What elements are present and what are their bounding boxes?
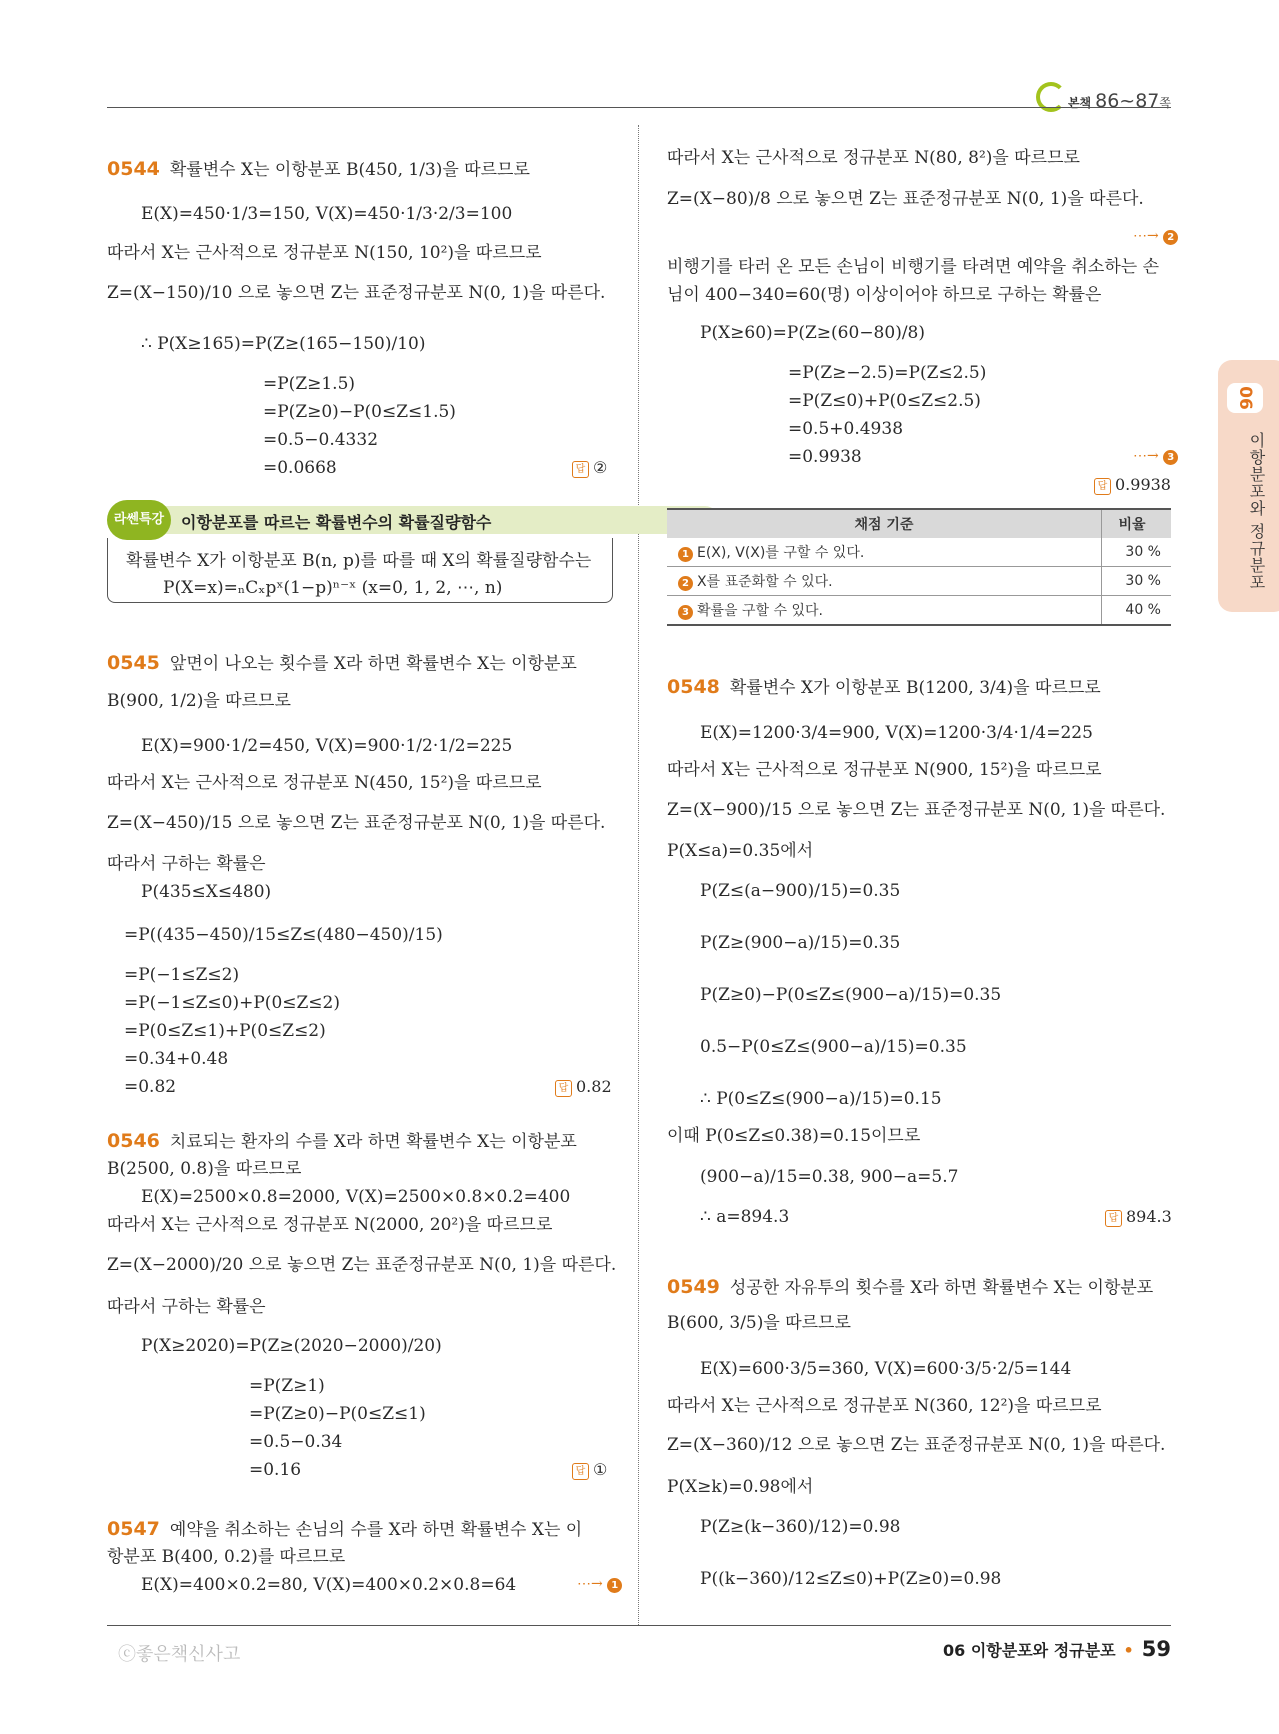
text-line: 따라서 X는 근사적으로 정규분포 N(450, 15²)을 따르므로 [107, 773, 542, 793]
problem-number-0545: 0545 [107, 652, 160, 674]
answer-box-icon: 답 [1105, 1210, 1122, 1227]
text-line: =0.9938 [788, 447, 862, 467]
text-line: =0.5−0.34 [249, 1432, 343, 1452]
answer-value: 0.82 [576, 1077, 612, 1096]
text-line: 확률변수 X는 이항분포 B(450, 1/3)을 따르므로 [169, 160, 530, 180]
problem-number-0546: 0546 [107, 1130, 160, 1152]
problem-0548-line [667, 676, 1101, 699]
text-line: =0.5+0.4938 [788, 419, 904, 439]
answer-0544 [572, 458, 607, 478]
answer-value: ① [593, 1460, 608, 1479]
text-line: (900−a)/15=0.38, 900−a=5.7 [700, 1167, 959, 1187]
text-line: =P(0≤Z≤1)+P(0≤Z≤2) [124, 1021, 326, 1041]
ratio-header: 비율 [1102, 509, 1172, 538]
text-line: =P(−1≤Z≤0)+P(0≤Z≤2) [124, 993, 341, 1013]
text-line: B(900, 1/2)을 따르므로 [107, 691, 291, 711]
answer-value: 0.9938 [1115, 475, 1171, 494]
text-line: P((k−360)/12≤Z≤0)+P(Z≥0)=0.98 [700, 1569, 1002, 1589]
text-line: E(X)=2500×0.8=2000, V(X)=2500×0.8×0.2=400 [141, 1187, 571, 1207]
step-marker-2 [1133, 228, 1178, 245]
step-marker-3 [1133, 448, 1178, 465]
text-line: 성공한 자유투의 횟수를 X라 하면 확률변수 X는 이항분포 [729, 1278, 1154, 1298]
answer-box-icon: 답 [572, 1463, 589, 1480]
text-line: =P((435−450)/15≤Z≤(480−450)/15) [124, 925, 443, 945]
note-title: 이항분포를 따르는 확률변수의 확률질량함수 [181, 513, 492, 532]
text-line: =P(Z≤0)+P(0≤Z≤2.5) [788, 391, 981, 411]
text-line: =P(−1≤Z≤2) [124, 965, 240, 985]
text-line: ∴ a=894.3 [700, 1207, 790, 1227]
text-line: 님이 400−340=60(명) 이상이어야 하므로 구하는 확률은 [667, 285, 1102, 305]
page-footer [943, 1637, 1171, 1661]
text-line: B(2500, 0.8)을 따르므로 [107, 1159, 302, 1179]
step-number: 3 [1163, 450, 1178, 465]
problem-0549-line [667, 1276, 1153, 1299]
problem-0544-line [107, 158, 530, 181]
criteria-number: 1 [678, 547, 693, 562]
answer-0548 [1105, 1207, 1172, 1227]
note-badge: 라쎈특강 [107, 500, 171, 540]
text-line: 비행기를 타러 온 모든 손님이 비행기를 타려면 예약을 취소하는 손 [667, 257, 1160, 277]
text-line: P(Z≥(k−360)/12)=0.98 [700, 1517, 901, 1537]
text-line: 0.5−P(0≤Z≤(900−a)/15)=0.35 [700, 1037, 967, 1057]
text-line: 앞면이 나오는 횟수를 X라 하면 확률변수 X는 이항분포 [169, 654, 577, 674]
book-label: 본책 [1067, 96, 1092, 110]
text-line: =0.34+0.48 [124, 1049, 229, 1069]
text-line: Z=(X−900)/15 으로 놓으면 Z는 표준정규분포 N(0, 1)을 따른다. [667, 800, 1166, 820]
text-line: P(Z≥(900−a)/15)=0.35 [700, 933, 901, 953]
grading-header-row [667, 509, 1171, 538]
problem-0547-line [107, 1518, 582, 1541]
criteria-cell [667, 538, 1102, 567]
text-line: Z=(X−360)/12 으로 놓으면 Z는 표준정규분포 N(0, 1)을 따른다. [667, 1435, 1166, 1455]
step-number: 1 [607, 1578, 622, 1593]
page-range: 86~87 [1095, 90, 1160, 112]
answer-value: 894.3 [1126, 1207, 1172, 1226]
grading-row [667, 596, 1171, 626]
criteria-number: 3 [678, 605, 693, 620]
text-line: =0.16 [249, 1460, 302, 1480]
answer-box-icon: 답 [555, 1080, 572, 1097]
problem-number-0544: 0544 [107, 158, 160, 180]
text-line: =0.82 [124, 1077, 177, 1097]
text-line: 따라서 구하는 확률은 [107, 1297, 266, 1317]
text-line: E(X)=400×0.2=80, V(X)=400×0.2×0.8=64 [141, 1575, 517, 1595]
header-rule [107, 107, 1171, 108]
text-line: P(X≥2020)=P(Z≥(2020−2000)/20) [141, 1336, 442, 1356]
grading-row [667, 538, 1171, 567]
copyright: ⓒ좋은책신사고 [118, 1644, 241, 1665]
page-suffix: 쪽 [1159, 96, 1171, 110]
text-line: =P(Z≥1) [249, 1376, 325, 1396]
step-marker-1 [577, 1576, 622, 1593]
text-line: 따라서 X는 근사적으로 정규분포 N(2000, 20²)을 따르므로 [107, 1215, 553, 1235]
text-line: =P(Z≥−2.5)=P(Z≤2.5) [788, 363, 987, 383]
criteria-text: 확률을 구할 수 있다. [697, 603, 823, 619]
text-line: Z=(X−80)/8 으로 놓으면 Z는 표준정규분포 N(0, 1)을 따른다. [667, 189, 1144, 209]
arrow-icon: ⋯→ [1133, 448, 1159, 464]
text-line: 확률변수 X가 이항분포 B(1200, 3/4)을 따르므로 [729, 678, 1101, 698]
text-line: 따라서 X는 근사적으로 정규분포 N(360, 12²)을 따르므로 [667, 1396, 1102, 1416]
criteria-text: E(X), V(X)를 구할 수 있다. [697, 545, 865, 561]
text-line: =0.0668 [263, 458, 337, 478]
text-line: Z=(X−150)/10 으로 놓으면 Z는 표준정규분포 N(0, 1)을 따른다. [107, 283, 606, 303]
arrow-icon: ⋯→ [577, 1576, 603, 1592]
page-number: 59 [1141, 1637, 1171, 1661]
text-line: 따라서 X는 근사적으로 정규분포 N(80, 8²)을 따르므로 [667, 148, 1080, 168]
text-line: E(X)=600·3/5=360, V(X)=600·3/5·2/5=144 [700, 1359, 1072, 1379]
text-line: E(X)=900·1/2=450, V(X)=900·1/2·1/2=225 [141, 736, 513, 756]
step-number: 2 [1163, 230, 1178, 245]
text-line: 항분포 B(400, 0.2)를 따르므로 [107, 1547, 346, 1567]
text-line: P(X≥60)=P(Z≥(60−80)/8) [700, 323, 926, 343]
text-line: 따라서 X는 근사적으로 정규분포 N(900, 15²)을 따르므로 [667, 760, 1102, 780]
arrow-icon: ⋯→ [1133, 228, 1159, 244]
text-line: ∴ P(X≥165)=P(Z≥(165−150)/10) [141, 334, 426, 354]
column-divider [638, 125, 639, 1625]
answer-0546 [572, 1460, 607, 1480]
text-line: P(X≥k)=0.98에서 [667, 1477, 814, 1497]
text-line: P(Z≥0)−P(0≤Z≤(900−a)/15)=0.35 [700, 985, 1002, 1005]
text-line: =P(Z≥0)−P(0≤Z≤1) [249, 1404, 426, 1424]
ratio-cell: 40 % [1102, 596, 1172, 626]
problem-number-0549: 0549 [667, 1276, 720, 1298]
criteria-cell [667, 567, 1102, 596]
text-line: P(435≤X≤480) [141, 882, 272, 902]
text-line: E(X)=450·1/3=150, V(X)=450·1/3·2/3=100 [141, 204, 513, 224]
text-line: P(X=x)=ₙCₓpˣ(1−p)ⁿ⁻ˣ (x=0, 1, 2, ⋯, n) [163, 578, 503, 598]
text-line: Z=(X−450)/15 으로 놓으면 Z는 표준정규분포 N(0, 1)을 따른다. [107, 813, 606, 833]
text-line: 치료되는 환자의 수를 X라 하면 확률변수 X는 이항분포 [169, 1132, 577, 1152]
text-line: 따라서 X는 근사적으로 정규분포 N(150, 10²)을 따르므로 [107, 243, 542, 263]
criteria-number: 2 [678, 576, 693, 591]
text-line: P(X≤a)=0.35에서 [667, 841, 814, 861]
criteria-text: X를 표준화할 수 있다. [697, 574, 833, 590]
answer-value: ② [593, 458, 608, 477]
answer-0547 [1094, 475, 1171, 495]
problem-number-0547: 0547 [107, 1518, 160, 1540]
text-line: P(Z≤(a−900)/15)=0.35 [700, 881, 901, 901]
grading-table [667, 508, 1171, 626]
text-line: =0.5−0.4332 [263, 430, 379, 450]
criteria-header: 채점 기준 [667, 509, 1102, 538]
answer-box-icon: 답 [1094, 478, 1111, 495]
ratio-cell: 30 % [1102, 567, 1172, 596]
criteria-cell [667, 596, 1102, 626]
bullet-icon: • [1123, 1641, 1134, 1660]
footer-rule [107, 1625, 1171, 1626]
text-line: =P(Z≥0)−P(0≤Z≤1.5) [263, 402, 456, 422]
chapter-label: 이항분포와 정규분포 [1247, 432, 1266, 592]
text-line: 이때 P(0≤Z≤0.38)=0.15이므로 [667, 1126, 921, 1146]
text-line: Z=(X−2000)/20 으로 놓으면 Z는 표준정규분포 N(0, 1)을 따른다. [107, 1255, 617, 1275]
text-line: 확률변수 X가 이항분포 B(n, p)를 따를 때 X의 확률질량함수는 [126, 551, 592, 571]
problem-0545-line [107, 652, 577, 675]
text-line: ∴ P(0≤Z≤(900−a)/15)=0.15 [700, 1089, 942, 1109]
chapter-side-tab [1218, 360, 1279, 612]
footer-chapter: 06 이항분포와 정규분포 [943, 1641, 1116, 1660]
text-line: B(600, 3/5)을 따르므로 [667, 1313, 851, 1333]
text-line: 따라서 구하는 확률은 [107, 854, 266, 874]
answer-0545 [555, 1077, 612, 1097]
problem-0546-line [107, 1130, 577, 1153]
text-line: E(X)=1200·3/4=900, V(X)=1200·3/4·1/4=225 [700, 723, 1093, 743]
ratio-cell: 30 % [1102, 538, 1172, 567]
text-line: 예약을 취소하는 손님의 수를 X라 하면 확률변수 X는 이 [169, 1520, 583, 1540]
text-line: =P(Z≥1.5) [263, 374, 356, 394]
grading-row [667, 567, 1171, 596]
problem-number-0548: 0548 [667, 676, 720, 698]
answer-box-icon: 답 [572, 461, 589, 478]
chapter-number: 06 [1227, 383, 1263, 413]
